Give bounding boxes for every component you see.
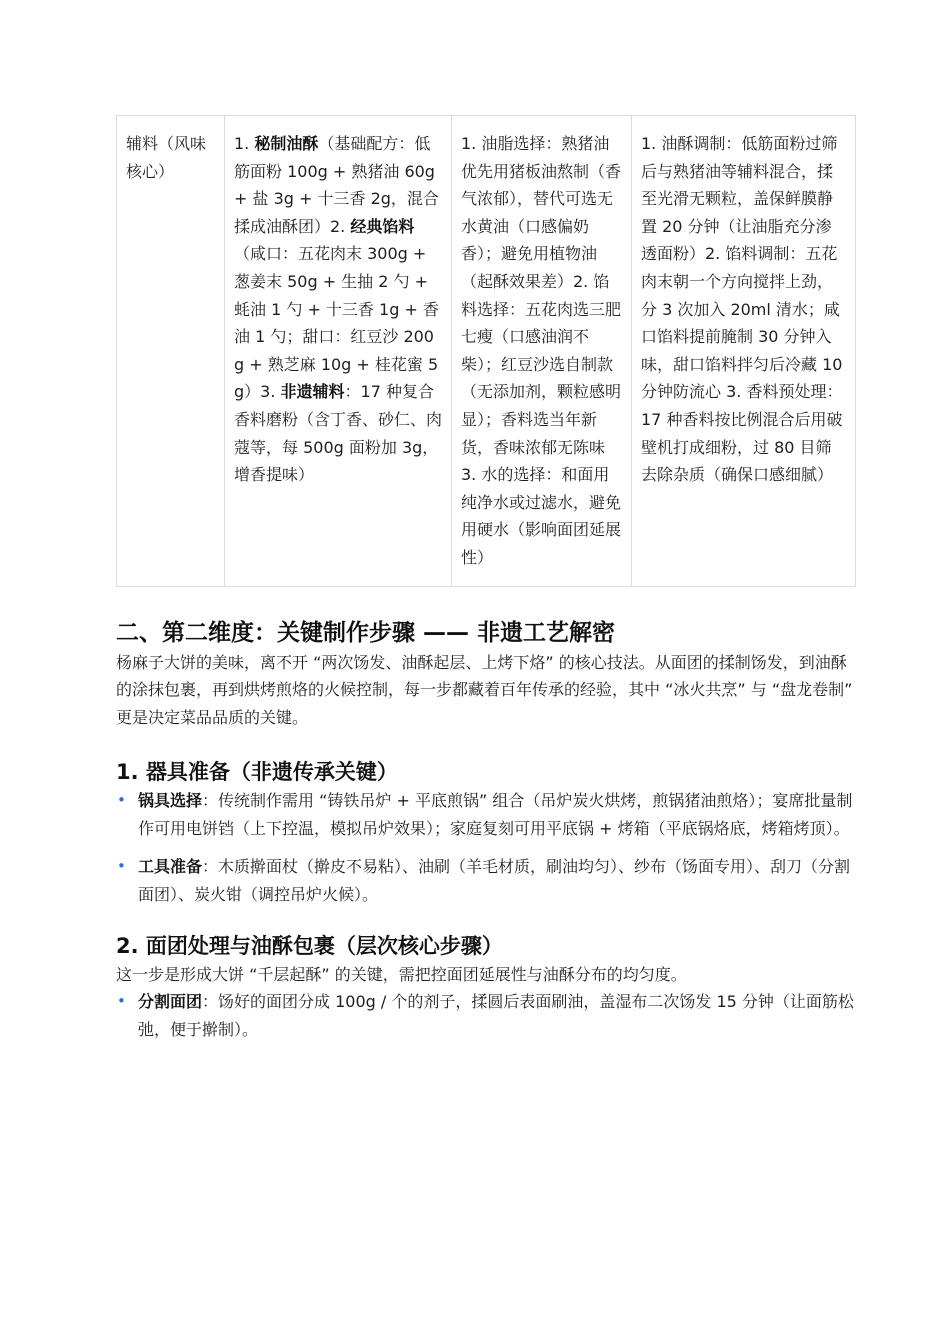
formula-cell: [225, 116, 452, 587]
tools-list: [116, 787, 855, 908]
subsection-intro: 这一步是形成大饼 “千层起酥” 的关键，需把控面团延展性与油酥分布的均匀度。: [116, 964, 687, 984]
row-label-cell: 辅料（风味核心）: [117, 116, 225, 587]
list-item-label: 分割面团: [138, 992, 203, 1012]
bullet-icon: •: [117, 791, 126, 810]
preparation-cell: 1. 油酥调制：低筋面粉过筛后与熟猪油等辅料混合，揉至光滑无颗粒，盖保鲜膜静置 20 分钟（让油脂充分渗透面粉）2. 馅料调制：五花肉末朝一个方向搅拌上劲，分 3 次加入 20ml 清水；咸口馅料提前腌制 30 分钟入味，甜口馅料拌匀后冷藏 10 分钟防流心 3. 香料预处理：17 种香料按比例混合后用破壁机打成细粉，过 80 目筛去除杂质（确保口感细腻）: [632, 116, 856, 587]
selection-cell: 1. 油脂选择：熟猪油优先用猪板油熬制（香气浓郁），替代可选无水黄油（口感偏奶香）；避免用植物油（起酥效果差）2. 馅料选择：五花肉选三肥七瘦（口感油润不柴）；红豆沙选自制款（无添加剂，颗粒感明显）；香料选当年新货，香味浓郁无陈味 3. 水的选择：和面用纯净水或过滤水，避免用硬水（影响面团延展性）: [452, 116, 632, 587]
bullet-icon: •: [117, 992, 126, 1011]
formula-part: ：17 种复合香料磨粉（含丁香、砂仁、肉蔻等，每 500g 面粉加 3g，增香提味）: [234, 382, 443, 485]
list-item-text: ：饧好的面团分成 100g / 个的剂子，揉圆后表面刷油，盖湿布二次饧发 15 分钟（让面筋松弛，便于擀制）。: [138, 992, 854, 1039]
formula-part: （咸口：五花肉末 300g + 葱姜末 50g + 生抽 2 勺 + 蚝油 1 勺 + 十三香 1g + 香油 1 勺；甜口：红豆沙 200g + 熟芝麻 10g + 桂花蜜 5g）3.: [234, 244, 439, 402]
subsection-heading-dough: 2. 面团处理与油酥包裹（层次核心步骤）: [116, 933, 503, 958]
ingredients-table: [116, 115, 856, 587]
list-item-text: ：传统制作需用 “铸铁吊炉 + 平底煎锅” 组合（吊炉炭火烘烤，煎锅猪油煎烙）；宴席批量制作可用电饼铛（上下控温，模拟吊炉效果）；家庭复刻可用平底锅 + 烤箱（平底锅烙底，烤箱烤顶）。: [138, 791, 853, 838]
list-item: [116, 988, 855, 1043]
list-item: [116, 787, 855, 842]
bullet-icon: •: [117, 857, 126, 876]
dough-list: [116, 988, 855, 1043]
subsection-heading-tools: 1. 器具准备（非遗传承关键）: [116, 760, 398, 785]
list-item-label: 锅具选择: [138, 791, 203, 811]
formula-part: 1.: [234, 134, 255, 153]
formula-keyword: 秘制油酥: [254, 134, 319, 153]
list-item-label: 工具准备: [138, 857, 203, 877]
section-intro: 杨麻子大饼的美味，离不开 “两次饧发、油酥起层、上烤下烙” 的核心技法。从面团的揉制饧发，到油酥的涂抹包裹，再到烘烤煎烙的火候控制，每一步都藏着百年传承的经验，其中 “冰火共烹” 与 “盘龙卷制” 更是决定菜品品质的关键。: [116, 652, 853, 727]
section-heading: 二、第二维度：关键制作步骤 —— 非遗工艺解密: [116, 619, 616, 646]
document-page: [116, 115, 855, 1043]
formula-keyword: 经典馅料: [350, 216, 415, 236]
formula-part: （基础配方：低筋面粉 100g + 熟猪油 60g + 盐 3g + 十三香 2g，混合揉成油酥团）2.: [234, 134, 439, 236]
list-item-text: ：木质擀面杖（擀皮不易粘）、油刷（羊毛材质，刷油均匀）、纱布（饧面专用）、刮刀（分割面团）、炭火钳（调控吊炉火候）。: [138, 857, 851, 905]
formula-keyword: 非遗辅料: [280, 382, 345, 402]
table-row: [117, 116, 856, 587]
list-item: [116, 853, 855, 908]
